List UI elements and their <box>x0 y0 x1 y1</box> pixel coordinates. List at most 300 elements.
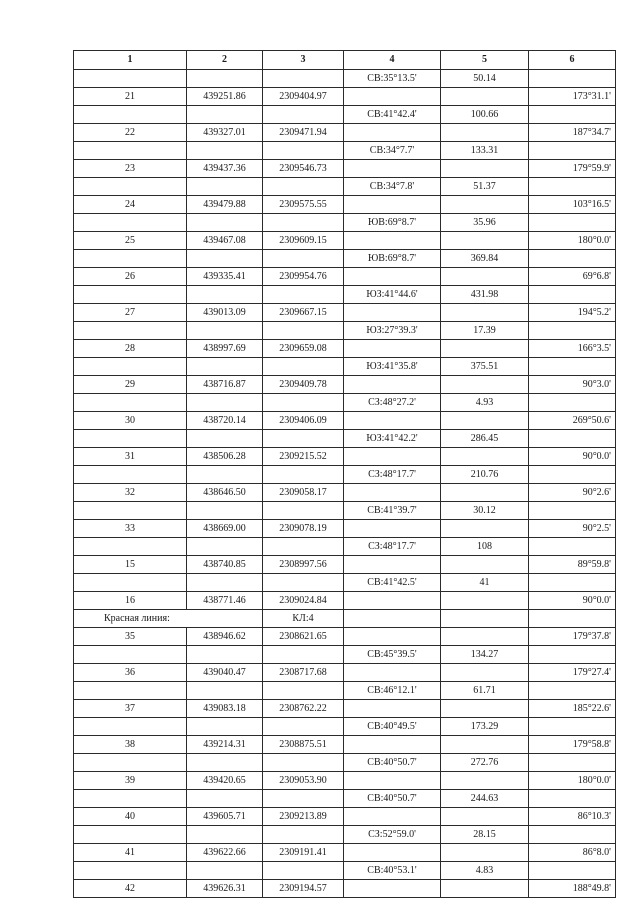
segment-row <box>74 682 616 700</box>
point-row <box>74 772 616 790</box>
coord-y-cell <box>263 682 344 700</box>
angle-cell <box>529 682 616 700</box>
angle: 185°22.6' <box>529 700 616 718</box>
segment-row <box>74 718 616 736</box>
distance: 4.83 <box>441 862 529 880</box>
point-number: 40 <box>74 808 187 826</box>
angle-cell <box>529 178 616 196</box>
segment-row <box>74 250 616 268</box>
coord-x: 438716.87 <box>187 376 263 394</box>
angle: 86°8.0' <box>529 844 616 862</box>
point-number-cell <box>74 394 187 412</box>
distance: 51.37 <box>441 178 529 196</box>
angle: 90°0.0' <box>529 448 616 466</box>
coord-x: 439437.36 <box>187 160 263 178</box>
red-line-label: Красная линия: <box>74 610 263 628</box>
distance: 50.14 <box>441 70 529 88</box>
coord-y: 2309609.15 <box>263 232 344 250</box>
point-number: 28 <box>74 340 187 358</box>
point-number: 25 <box>74 232 187 250</box>
point-number-cell <box>74 502 187 520</box>
direction: ЮЗ:41°42.2' <box>344 430 441 448</box>
angle: 69°6.8' <box>529 268 616 286</box>
direction-cell <box>344 808 441 826</box>
coord-y-cell <box>263 754 344 772</box>
point-number-cell <box>74 70 187 88</box>
coord-y: 2309058.17 <box>263 484 344 502</box>
distance: 272.76 <box>441 754 529 772</box>
point-row <box>74 664 616 682</box>
angle: 86°10.3' <box>529 808 616 826</box>
coord-y-cell <box>263 106 344 124</box>
coord-x: 439626.31 <box>187 880 263 898</box>
angle-cell <box>529 466 616 484</box>
point-number: 32 <box>74 484 187 502</box>
direction: ЮВ:69°8.7' <box>344 214 441 232</box>
distance: 431.98 <box>441 286 529 304</box>
direction: ЮЗ:41°35.8' <box>344 358 441 376</box>
distance: 375.51 <box>441 358 529 376</box>
coord-x: 439251.86 <box>187 88 263 106</box>
point-number: 42 <box>74 880 187 898</box>
distance: 28.15 <box>441 826 529 844</box>
direction: СВ:40°50.7' <box>344 790 441 808</box>
distance-cell <box>441 124 529 142</box>
angle: 179°58.8' <box>529 736 616 754</box>
point-number-cell <box>74 826 187 844</box>
direction-cell <box>344 610 441 628</box>
distance-cell <box>441 304 529 322</box>
distance-cell <box>441 376 529 394</box>
distance: 108 <box>441 538 529 556</box>
distance: 134.27 <box>441 646 529 664</box>
segment-row <box>74 106 616 124</box>
distance-cell <box>441 844 529 862</box>
coord-y: 2309659.08 <box>263 340 344 358</box>
distance: 100.66 <box>441 106 529 124</box>
point-row <box>74 376 616 394</box>
angle-cell <box>529 862 616 880</box>
angle: 90°2.5' <box>529 520 616 538</box>
angle: 89°59.8' <box>529 556 616 574</box>
direction: СВ:35°13.5' <box>344 70 441 88</box>
header-col-4: 4 <box>344 51 441 70</box>
point-number: 31 <box>74 448 187 466</box>
point-number-cell <box>74 178 187 196</box>
direction: ЮВ:69°8.7' <box>344 250 441 268</box>
coord-x: 439479.88 <box>187 196 263 214</box>
direction-cell <box>344 592 441 610</box>
coord-y: 2308717.68 <box>263 664 344 682</box>
point-row <box>74 592 616 610</box>
point-number-cell <box>74 142 187 160</box>
point-row <box>74 124 616 142</box>
direction: СВ:41°39.7' <box>344 502 441 520</box>
coord-y: 2309546.73 <box>263 160 344 178</box>
header-col-1: 1 <box>74 51 187 70</box>
segment-row <box>74 574 616 592</box>
angle: 103°16.5' <box>529 196 616 214</box>
coord-x-cell <box>187 466 263 484</box>
point-row <box>74 844 616 862</box>
direction-cell <box>344 448 441 466</box>
header-row <box>74 51 616 70</box>
segment-row <box>74 538 616 556</box>
angle: 179°59.9' <box>529 160 616 178</box>
angle-cell <box>529 790 616 808</box>
coord-x: 439467.08 <box>187 232 263 250</box>
coord-y: 2309409.78 <box>263 376 344 394</box>
angle-cell <box>529 826 616 844</box>
point-number-cell <box>74 430 187 448</box>
point-number: 15 <box>74 556 187 574</box>
direction: СЗ:48°17.7' <box>344 466 441 484</box>
angle: 173°31.1' <box>529 88 616 106</box>
coord-y-cell <box>263 358 344 376</box>
segment-row <box>74 502 616 520</box>
point-row <box>74 232 616 250</box>
angle-cell <box>529 610 616 628</box>
point-row <box>74 268 616 286</box>
angle-cell <box>529 538 616 556</box>
angle-cell <box>529 322 616 340</box>
direction-cell <box>344 520 441 538</box>
distance-cell <box>441 232 529 250</box>
direction: ЮЗ:41°44.6' <box>344 286 441 304</box>
coord-x: 439214.31 <box>187 736 263 754</box>
coord-x-cell <box>187 250 263 268</box>
direction: СЗ:48°17.7' <box>344 538 441 556</box>
point-row <box>74 880 616 898</box>
direction: СЗ:48°27.2' <box>344 394 441 412</box>
point-row <box>74 628 616 646</box>
point-number-cell <box>74 214 187 232</box>
segment-row <box>74 862 616 880</box>
coord-y: 2309575.55 <box>263 196 344 214</box>
point-number: 26 <box>74 268 187 286</box>
angle-cell <box>529 106 616 124</box>
coord-y: 2309053.90 <box>263 772 344 790</box>
angle-cell <box>529 250 616 268</box>
coord-x: 438669.00 <box>187 520 263 538</box>
coord-y-cell <box>263 790 344 808</box>
angle: 166°3.5' <box>529 340 616 358</box>
distance-cell <box>441 160 529 178</box>
angle-cell <box>529 286 616 304</box>
coord-x: 439335.41 <box>187 268 263 286</box>
segment-row <box>74 790 616 808</box>
point-number: 23 <box>74 160 187 178</box>
coord-y-cell <box>263 502 344 520</box>
coord-x-cell <box>187 214 263 232</box>
point-number-cell <box>74 862 187 880</box>
distance-cell <box>441 880 529 898</box>
segment-row <box>74 70 616 88</box>
angle: 90°0.0' <box>529 592 616 610</box>
distance: 133.31 <box>441 142 529 160</box>
direction: СВ:46°12.1' <box>344 682 441 700</box>
point-number: 35 <box>74 628 187 646</box>
coord-y-cell <box>263 538 344 556</box>
point-row <box>74 160 616 178</box>
coord-y-cell <box>263 142 344 160</box>
point-number: 29 <box>74 376 187 394</box>
point-number: 38 <box>74 736 187 754</box>
direction: СВ:40°49.5' <box>344 718 441 736</box>
coord-x-cell <box>187 70 263 88</box>
coord-y-cell <box>263 466 344 484</box>
distance-cell <box>441 196 529 214</box>
point-number-cell <box>74 754 187 772</box>
angle: 179°37.8' <box>529 628 616 646</box>
point-number-cell <box>74 250 187 268</box>
coord-y: 2309215.52 <box>263 448 344 466</box>
coord-y-cell <box>263 214 344 232</box>
direction-cell <box>344 844 441 862</box>
distance-cell <box>441 592 529 610</box>
coord-y: 2309471.94 <box>263 124 344 142</box>
red-line-code: КЛ:4 <box>263 610 344 628</box>
coord-x: 439420.65 <box>187 772 263 790</box>
segment-row <box>74 394 616 412</box>
distance-cell <box>441 340 529 358</box>
direction-cell <box>344 772 441 790</box>
point-row <box>74 412 616 430</box>
point-number: 24 <box>74 196 187 214</box>
angle-cell <box>529 718 616 736</box>
distance-cell <box>441 628 529 646</box>
coord-x-cell <box>187 178 263 196</box>
distance-cell <box>441 664 529 682</box>
coord-x: 438646.50 <box>187 484 263 502</box>
segment-row <box>74 358 616 376</box>
coord-y: 2309404.97 <box>263 88 344 106</box>
distance: 61.71 <box>441 682 529 700</box>
segment-row <box>74 142 616 160</box>
coord-x-cell <box>187 790 263 808</box>
direction-cell <box>344 664 441 682</box>
direction: СВ:34°7.7' <box>344 142 441 160</box>
coord-x: 439327.01 <box>187 124 263 142</box>
coord-x-cell <box>187 502 263 520</box>
distance-cell <box>441 268 529 286</box>
direction-cell <box>344 160 441 178</box>
coord-x: 439622.66 <box>187 844 263 862</box>
point-row <box>74 448 616 466</box>
coord-x-cell <box>187 826 263 844</box>
distance-cell <box>441 412 529 430</box>
point-row <box>74 196 616 214</box>
direction-cell <box>344 124 441 142</box>
coord-y-cell <box>263 826 344 844</box>
coord-y-cell <box>263 322 344 340</box>
angle-cell <box>529 430 616 448</box>
coord-y: 2309078.19 <box>263 520 344 538</box>
coord-y: 2309194.57 <box>263 880 344 898</box>
angle-cell <box>529 754 616 772</box>
direction-cell <box>344 232 441 250</box>
table-body <box>74 70 616 898</box>
coord-y: 2309667.15 <box>263 304 344 322</box>
direction-cell <box>344 700 441 718</box>
point-number: 37 <box>74 700 187 718</box>
direction: СВ:45°39.5' <box>344 646 441 664</box>
coord-y-cell <box>263 178 344 196</box>
angle: 269°50.6' <box>529 412 616 430</box>
header-col-2: 2 <box>187 51 263 70</box>
coord-x-cell <box>187 754 263 772</box>
distance-cell <box>441 448 529 466</box>
coord-x: 439605.71 <box>187 808 263 826</box>
direction-cell <box>344 412 441 430</box>
angle: 179°27.4' <box>529 664 616 682</box>
coord-x: 439040.47 <box>187 664 263 682</box>
coord-x: 438946.62 <box>187 628 263 646</box>
coord-x: 438771.46 <box>187 592 263 610</box>
direction-cell <box>344 376 441 394</box>
direction: СВ:40°53.1' <box>344 862 441 880</box>
point-number: 36 <box>74 664 187 682</box>
header-col-6: 6 <box>529 51 616 70</box>
point-row <box>74 304 616 322</box>
point-number: 33 <box>74 520 187 538</box>
point-number: 21 <box>74 88 187 106</box>
coord-x-cell <box>187 574 263 592</box>
distance-cell <box>441 88 529 106</box>
point-number-cell <box>74 286 187 304</box>
direction: СВ:41°42.4' <box>344 106 441 124</box>
angle-cell <box>529 394 616 412</box>
distance-cell <box>441 808 529 826</box>
coord-y-cell <box>263 430 344 448</box>
point-row <box>74 556 616 574</box>
red-line-row <box>74 610 616 628</box>
direction-cell <box>344 268 441 286</box>
coord-x-cell <box>187 862 263 880</box>
coord-x-cell <box>187 142 263 160</box>
point-number-cell <box>74 358 187 376</box>
coord-y: 2308621.65 <box>263 628 344 646</box>
segment-row <box>74 286 616 304</box>
distance: 35.96 <box>441 214 529 232</box>
segment-row <box>74 754 616 772</box>
distance: 30.12 <box>441 502 529 520</box>
direction-cell <box>344 196 441 214</box>
point-number-cell <box>74 106 187 124</box>
point-number: 22 <box>74 124 187 142</box>
angle: 90°3.0' <box>529 376 616 394</box>
coord-y: 2308875.51 <box>263 736 344 754</box>
distance: 4.93 <box>441 394 529 412</box>
angle: 180°0.0' <box>529 232 616 250</box>
segment-row <box>74 430 616 448</box>
angle-cell <box>529 574 616 592</box>
coord-x: 438720.14 <box>187 412 263 430</box>
distance: 41 <box>441 574 529 592</box>
angle: 180°0.0' <box>529 772 616 790</box>
point-row <box>74 520 616 538</box>
coord-y-cell <box>263 862 344 880</box>
coord-x-cell <box>187 430 263 448</box>
point-number-cell <box>74 646 187 664</box>
direction: СЗ:52°59.0' <box>344 826 441 844</box>
segment-row <box>74 322 616 340</box>
direction: СВ:40°50.7' <box>344 754 441 772</box>
distance-cell <box>441 772 529 790</box>
header-col-5: 5 <box>441 51 529 70</box>
point-row <box>74 808 616 826</box>
point-row <box>74 736 616 754</box>
coord-x-cell <box>187 106 263 124</box>
point-number: 16 <box>74 592 187 610</box>
distance-cell <box>441 556 529 574</box>
coord-y-cell <box>263 574 344 592</box>
direction-cell <box>344 880 441 898</box>
coord-x-cell <box>187 718 263 736</box>
distance-cell <box>441 610 529 628</box>
direction-cell <box>344 340 441 358</box>
direction-cell <box>344 736 441 754</box>
direction-cell <box>344 304 441 322</box>
coord-y: 2309191.41 <box>263 844 344 862</box>
coord-y: 2309213.89 <box>263 808 344 826</box>
coord-x-cell <box>187 286 263 304</box>
point-number: 41 <box>74 844 187 862</box>
direction: СВ:41°42.5' <box>344 574 441 592</box>
coord-x: 439083.18 <box>187 700 263 718</box>
point-row <box>74 700 616 718</box>
coord-y-cell <box>263 646 344 664</box>
coord-x: 438506.28 <box>187 448 263 466</box>
coord-x-cell <box>187 646 263 664</box>
angle-cell <box>529 70 616 88</box>
coord-y-cell <box>263 286 344 304</box>
distance-cell <box>441 736 529 754</box>
segment-row <box>74 178 616 196</box>
segment-row <box>74 826 616 844</box>
angle-cell <box>529 142 616 160</box>
point-number-cell <box>74 538 187 556</box>
point-row <box>74 340 616 358</box>
point-number-cell <box>74 718 187 736</box>
point-number-cell <box>74 682 187 700</box>
coord-y-cell <box>263 394 344 412</box>
point-number-cell <box>74 574 187 592</box>
direction-cell <box>344 628 441 646</box>
coord-y: 2308762.22 <box>263 700 344 718</box>
coord-y: 2309954.76 <box>263 268 344 286</box>
point-row <box>74 88 616 106</box>
point-row <box>74 484 616 502</box>
point-number-cell <box>74 466 187 484</box>
distance: 173.29 <box>441 718 529 736</box>
direction-cell <box>344 88 441 106</box>
angle-cell <box>529 646 616 664</box>
distance-cell <box>441 484 529 502</box>
angle: 187°34.7' <box>529 124 616 142</box>
coord-x-cell <box>187 538 263 556</box>
coordinates-table <box>73 50 616 898</box>
coord-y: 2309406.09 <box>263 412 344 430</box>
point-number: 30 <box>74 412 187 430</box>
coordinates-sheet <box>73 50 615 898</box>
coord-y-cell <box>263 718 344 736</box>
coord-x-cell <box>187 358 263 376</box>
coord-x-cell <box>187 682 263 700</box>
point-number: 27 <box>74 304 187 322</box>
direction: СВ:34°7.8' <box>344 178 441 196</box>
distance: 210.76 <box>441 466 529 484</box>
